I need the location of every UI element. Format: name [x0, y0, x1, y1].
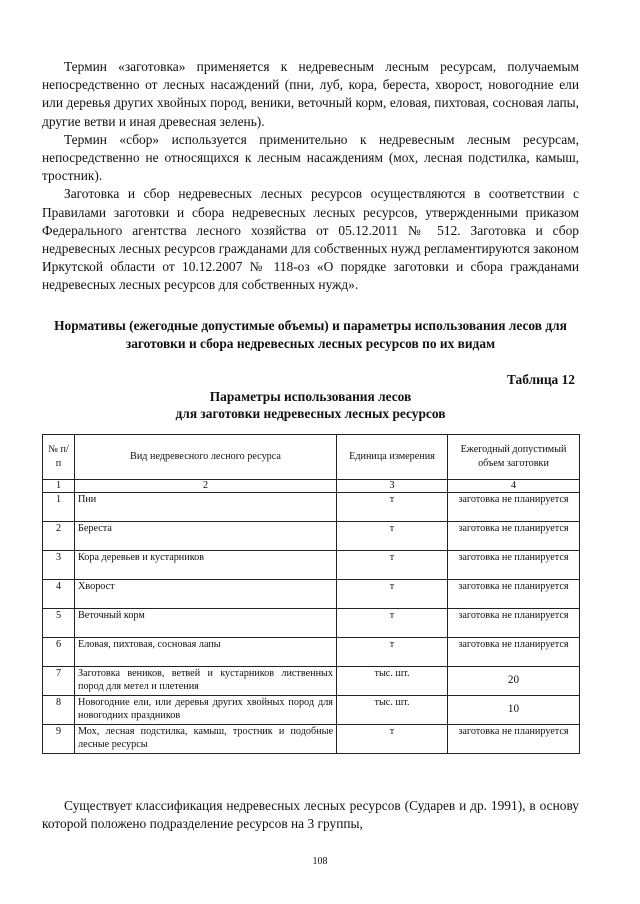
row-number: 7	[43, 666, 75, 695]
table-row	[43, 695, 580, 724]
column-number: 2	[75, 479, 337, 492]
header-unit: Единица измерения	[337, 434, 448, 479]
table-caption-line1: Параметры использования лесов	[209, 388, 412, 404]
row-unit: т	[337, 608, 448, 637]
column-number-row	[43, 479, 580, 492]
row-volume: 10	[448, 695, 580, 724]
row-unit: т	[337, 550, 448, 579]
table-row	[43, 666, 580, 695]
row-unit: т	[337, 521, 448, 550]
column-number: 1	[43, 479, 75, 492]
column-number: 3	[337, 479, 448, 492]
row-unit: т	[337, 579, 448, 608]
row-resource-name: Пни	[75, 492, 337, 521]
page-number: 108	[312, 856, 328, 867]
row-volume: заготовка не планируется	[448, 492, 580, 521]
table-row	[43, 724, 580, 753]
table-row	[43, 608, 580, 637]
row-volume: заготовка не планируется	[448, 608, 580, 637]
table-row	[43, 637, 580, 666]
paragraph-zagotovka: Термин «заготовка» применяется к недревесным лесным ресурсам, получаемым непосредственно от лесных насаждений (пни, луб, кора, береста, хворост, новогодние ели или деревья других хвойных пород, веники, веточный корм, еловая, пихтовая, сосновая лапы, другие ветви и иная древесная зелень).	[42, 59, 579, 129]
table-row	[43, 550, 580, 579]
row-number: 1	[43, 492, 75, 521]
row-volume: заготовка не планируется	[448, 724, 580, 753]
paragraph-classification: Существует классификация недревесных лесных ресурсов (Сударев и др. 1991), в основу которой положено подразделение ресурсов на 3 группы,	[42, 798, 579, 832]
row-resource-name: Береста	[75, 521, 337, 550]
document-page	[42, 58, 579, 754]
paragraph-sbor: Термин «сбор» используется применительно к недревесным лесным ресурсам, непосредственно не относящихся к лесным насаждениям (мох, лесная подстилка, камыш, тростник).	[42, 131, 579, 184]
table-header-row	[43, 434, 580, 479]
column-number: 4	[448, 479, 580, 492]
row-unit: тыс. шт.	[337, 666, 448, 695]
row-number: 6	[43, 637, 75, 666]
row-number: 8	[43, 695, 75, 724]
row-volume: 20	[448, 666, 580, 695]
row-number: 3	[43, 550, 75, 579]
row-unit: т	[337, 492, 448, 521]
row-number: 2	[43, 521, 75, 550]
parameters-table	[42, 434, 580, 754]
table-number: Таблица 12	[506, 371, 575, 387]
row-unit: т	[337, 637, 448, 666]
row-resource-name: Мох, лесная подстилка, камыш, тростник и подобные лесные ресурсы	[75, 724, 337, 753]
row-number: 4	[43, 579, 75, 608]
row-unit: тыс. шт.	[337, 695, 448, 724]
paragraph-rules: Заготовка и сбор недревесных лесных ресурсов осуществляются в соответствии с Правилами заготовки и сбора недревесных лесных ресурсов, утвержденными приказом Федерального агентства лесного хозяйства от 05.12.2011 № 512. Заготовка и сбор недревесных лесных ресурсов гражданами для собственных нужд регламентируются законом Иркутской области от 10.12.2007 № 118-оз «О порядке заготовки и сбора гражданами недревесных лесных ресурсов для собственных нужд».	[42, 186, 579, 293]
header-name: Вид недревесного лесного ресурса	[75, 434, 337, 479]
row-resource-name: Еловая, пихтовая, сосновая лапы	[75, 637, 337, 666]
section-heading: Нормативы (ежегодные допустимые объемы) и параметры использования лесов для заготовки и сбора недревесных лесных ресурсов по их видам	[54, 317, 567, 351]
table-caption-line2: для заготовки недревесных лесных ресурсов	[175, 405, 446, 421]
header-no: № п/п	[43, 434, 75, 479]
row-resource-name: Заготовка веников, ветвей и кустарников лиственных пород для метел и плетения	[75, 666, 337, 695]
row-resource-name: Кора деревьев и кустарников	[75, 550, 337, 579]
row-volume: заготовка не планируется	[448, 637, 580, 666]
row-volume: заготовка не планируется	[448, 550, 580, 579]
closing-section	[42, 797, 579, 833]
row-volume: заготовка не планируется	[448, 521, 580, 550]
table-row	[43, 579, 580, 608]
row-number: 9	[43, 724, 75, 753]
row-number: 5	[43, 608, 75, 637]
table-row	[43, 521, 580, 550]
row-volume: заготовка не планируется	[448, 579, 580, 608]
row-resource-name: Хворост	[75, 579, 337, 608]
row-unit: т	[337, 724, 448, 753]
header-volume: Ежегодный допустимый объем заготовки	[448, 434, 580, 479]
table-row	[43, 492, 580, 521]
row-resource-name: Новогодние ели, или деревья других хвойных пород для новогодних праздников	[75, 695, 337, 724]
row-resource-name: Веточный корм	[75, 608, 337, 637]
